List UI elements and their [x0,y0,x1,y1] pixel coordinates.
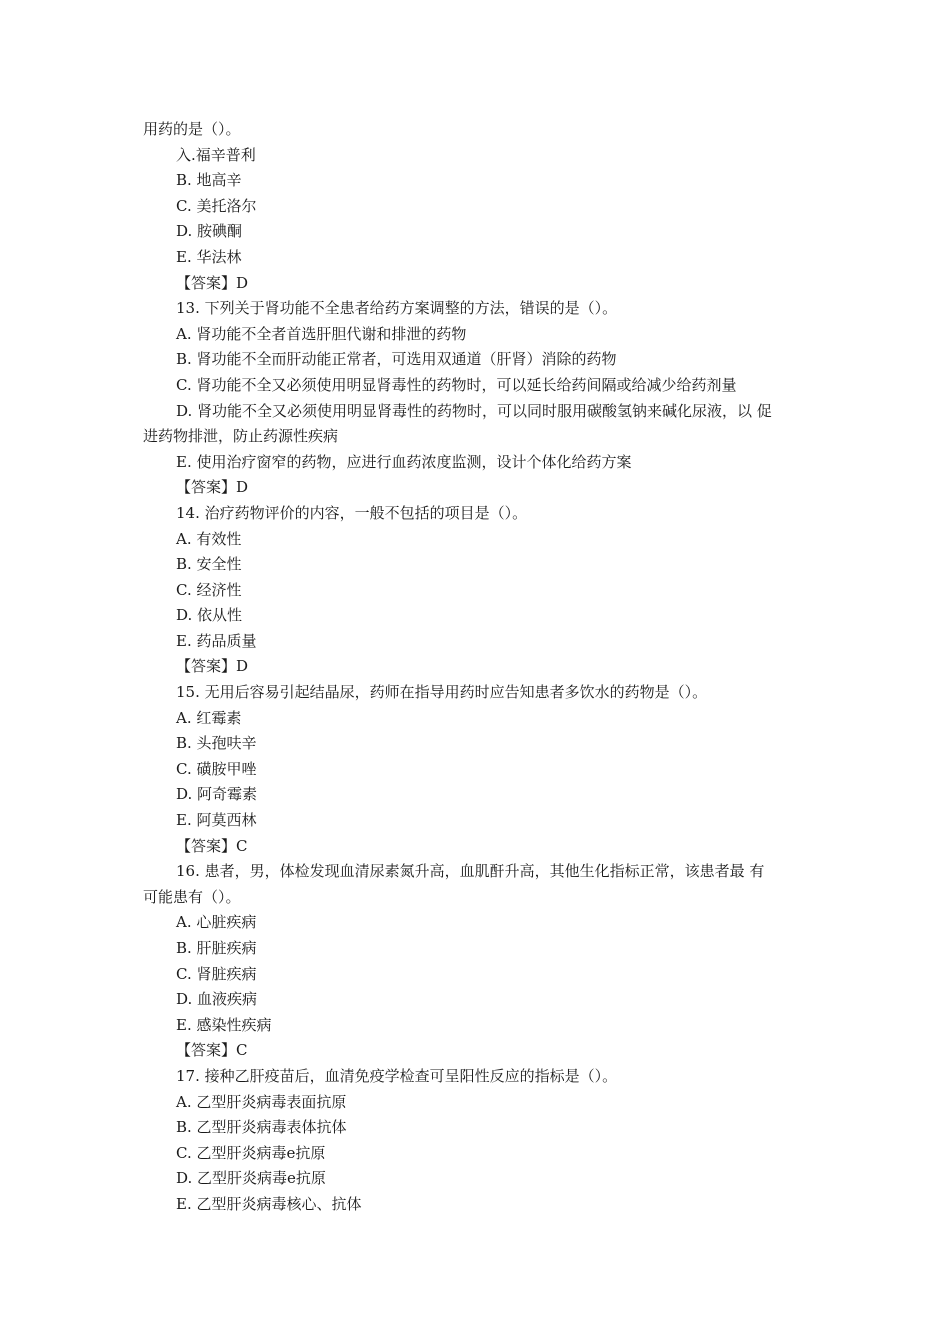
option-c: C. 经济性 [176,580,242,599]
question-16: 16. 患者，男，体检发现血清尿素氮升高，血肌酐升高，其他生化指标正常，该患者最 有 [176,862,765,881]
option-a: A. 红霉素 [176,708,242,727]
answer: 【答案】C [176,836,248,855]
answer: 【答案】D [176,657,249,676]
question-14: 14. 治疗药物评价的内容，一般不包括的项目是（）。 [176,503,528,522]
option-e: E. 华法林 [176,247,242,266]
option-d-continuation: 进药物排泄，防止药源性疾病 [143,427,339,446]
answer: 【答案】D [176,273,249,292]
question-13: 13. 下列关于肾功能不全患者给药方案调整的方法，错误的是（）。 [176,299,618,318]
option-a: A. 肾功能不全者首选肝胆代谢和排泄的药物 [176,324,467,343]
option-b: B. 肝脏疾病 [176,939,257,957]
question-15: 15. 无用后容易引起结晶尿，药师在指导用药时应告知患者多饮水的药物是（）。 [176,683,708,702]
option-b: B. 安全性 [176,555,242,574]
option-d: D. 依从性 [176,606,243,625]
option-e: E. 药品质量 [176,631,257,650]
question-16-continuation: 可能患有（）。 [143,887,241,906]
option-d: D. 胺碘酮 [176,222,243,241]
option-c: C. 乙型肝炎病毒e抗原 [176,1143,326,1162]
option-a: A. 有效性 [176,529,242,548]
option-c: C. 磺胺甲唑 [176,759,257,778]
option-b: B. 乙型肝炎病毒表体抗体 [176,1118,347,1137]
option-e: E. 阿莫西林 [176,811,257,830]
option-d: D. 阿奇霉素 [176,785,258,804]
document-body [143,117,823,1218]
option-b: B. 地高辛 [176,171,242,190]
option-b: B. 肾功能不全而肝动能正常者，可选用双通道（肝肾）消除的药物 [176,350,617,369]
option-a: 入.福辛普利 [176,145,256,164]
option-d: D. 血液疾病 [176,990,258,1009]
question-stem-continuation: 用药的是（）。 [143,120,241,138]
option-c: C. 美托洛尔 [176,196,257,215]
option-a: A. 心脏疾病 [176,913,257,932]
option-e: E. 乙型肝炎病毒核心、抗体 [176,1194,362,1213]
option-c: C. 肾功能不全又必须使用明显肾毒性的药物时，可以延长给药间隔或给减少给药剂量 [176,375,737,394]
option-d: D. 肾功能不全又必须使用明显肾毒性的药物时，可以同时服用碳酸氢钠来碱化尿液，以 促 [176,401,772,420]
option-b: B. 头孢呋辛 [176,734,257,753]
option-d: D. 乙型肝炎病毒e抗原 [176,1169,326,1188]
answer: 【答案】D [176,478,249,497]
option-a: A. 乙型肝炎病毒表面抗原 [176,1092,347,1111]
question-17: 17. 接种乙肝疫苗后，血清免疫学检查可呈阳性反应的指标是（）。 [176,1066,618,1085]
option-e: E. 使用治疗窗窄的药物，应进行血药浓度监测，设计个体化给药方案 [176,452,632,471]
option-c: C. 肾脏疾病 [176,964,257,983]
option-e: E. 感染性疾病 [176,1015,272,1034]
answer: 【答案】C [176,1041,248,1060]
